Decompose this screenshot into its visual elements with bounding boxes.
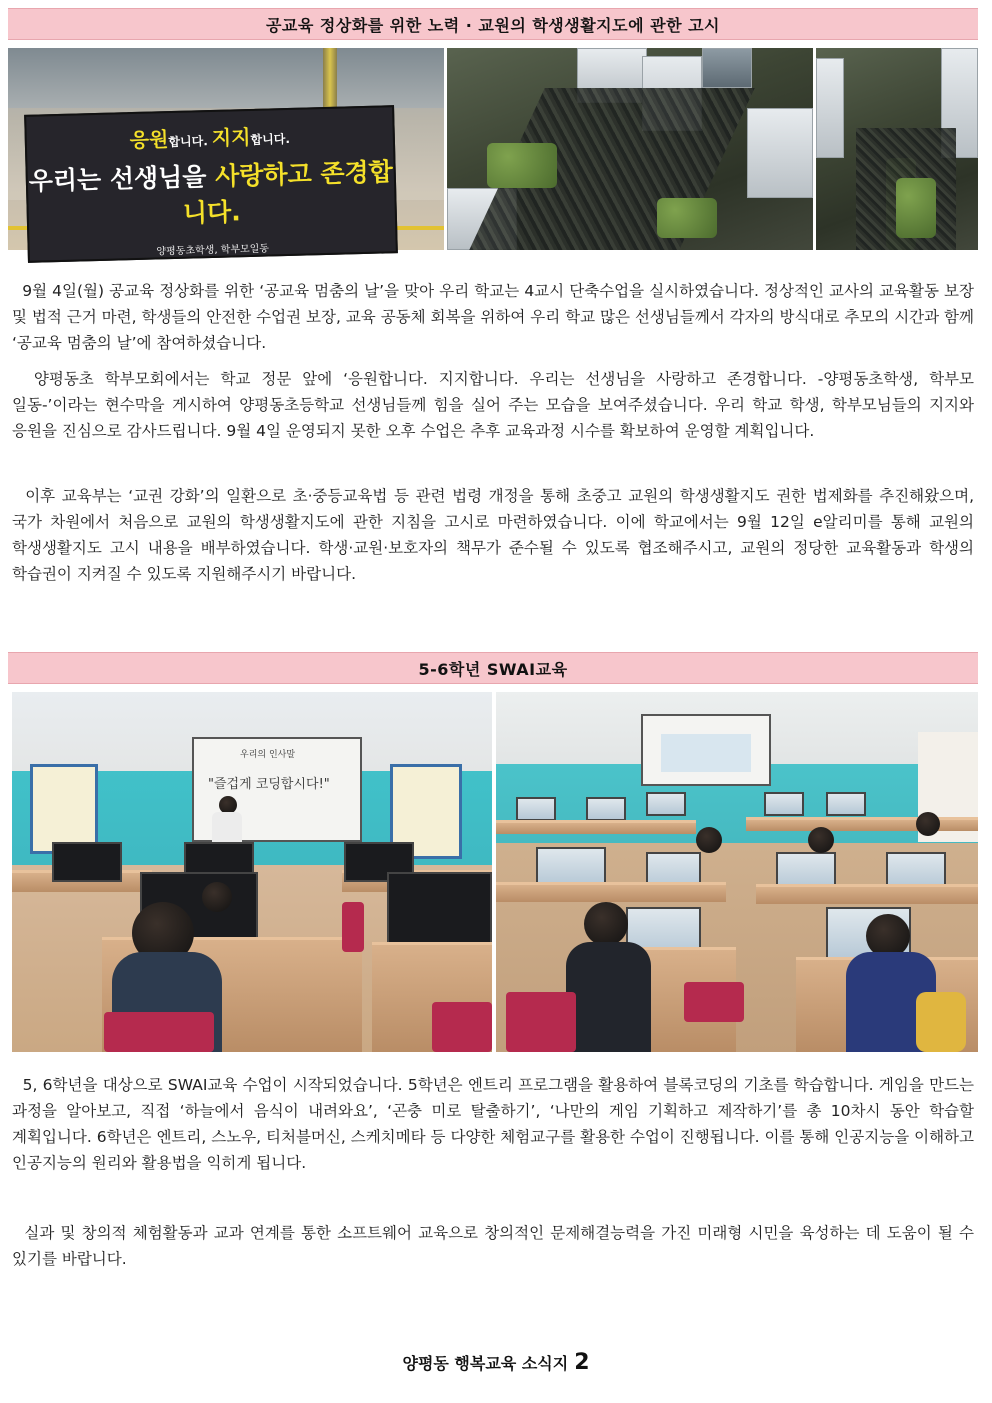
section1-paragraph-1: 9월 4일(월) 공교육 정상화를 위한 ‘공교육 멈춤의 날’을 맞아 우리 학교는 4교시 단축수업을 실시하였습니다. 정상적인 교사의 교육활동 보장 및 법적 근거 마련, 학생들의 안전한 수업권 보장, 교육 공동체 회복을 위하여 우리 학교 많은 선생님들께서 각자의 방식대로 추모의 시간과 함께 ‘공교육 멈춤의 날’에 참여하셨습니다. <box>12 282 975 352</box>
section1-paragraph-2: 양평동초 학부모회에서는 학교 정문 앞에 ‘응원합니다. 지지합니다. 우리는 선생님을 사랑하고 존경합니다. -양평동초학생, 학부모 일동-’이라는 현수막을 게시하여 양평동초등학교 선생님들께 힘을 실어 주는 모습을 보여주셨습니다. 우리 학교 학생, 학부모님들의 지지와 응원을 진심으로 감사드립니다. 9월 4일 운영되지 못한 오후 수업은 추후 교육과정 시수를 확보하여 운영할 계획입니다. <box>12 370 975 440</box>
aerial-crowd-photo <box>447 48 813 250</box>
classroom-photo-1 <box>12 692 492 1052</box>
support-banner: 응원합니다. 지지합니다. 우리는 선생님을 사랑하고 존경합니다. 양평동초학생, 학부모일동 <box>24 105 398 263</box>
classroom-photo-2 <box>496 692 978 1052</box>
footer <box>0 1350 992 1375</box>
section-title-2: 5-6학년 SWAI교육 <box>8 652 978 684</box>
projector-screen: 우리의 인사말 "즐겁게 코딩합시다!" <box>192 737 362 842</box>
page-number: 2 <box>574 1350 590 1375</box>
section2-paragraph-2: 실과 및 창의적 체험활동과 교과 연계를 통한 소프트웨어 교육으로 창의적인 문제해결능력을 가진 미래형 시민을 육성하는 데 도움이 될 수 있기를 바랍니다. <box>12 1224 974 1268</box>
aerial-crowd-photo-2 <box>816 48 978 250</box>
banner-photo <box>8 48 444 258</box>
section2-paragraph-1: 5, 6학년을 대상으로 SWAI교육 수업이 시작되었습니다. 5학년은 엔트리 프로그램을 활용하여 블록코딩의 기초를 학습합니다. 게임을 만드는 과정을 알아보고, 직접 ‘하늘에서 음식이 내려와요’, ‘곤충 미로 탈출하기’, ‘나만의 게임 기획하고 제작하기’를 총 10차시 동안 학습할 계획입니다. 6학년은 엔트리, 스노우, 티처블머신, 스케치메타 등 다양한 체험교구를 활용한 수업이 진행됩니다. 이를 통해 인공지능을 이해하고 인공지능의 원리와 활용법을 익히게 됩니다. <box>12 1076 974 1172</box>
section1-paragraph-3: 이후 교육부는 ‘교권 강화’의 일환으로 초·중등교육법 등 관련 법령 개정을 통해 초중고 교원의 학생생활지도 권한 법제화를 추진해왔으며, 국가 차원에서 처음으로 교원의 학생생활지도에 관한 지침을 고시로 마련하였습니다. 이에 학교에서는 9월 12일 e알리미를 통해 교원의 학생생활지도 고시 내용을 배부하였습니다. 학생·교원·보호자의 책무가 준수될 수 있도록 협조해주시고, 교원의 정당한 교육활동과 학생의 학습권이 지켜질 수 있도록 지원해주시기 바랍니다. <box>12 487 974 583</box>
footer-title: 양평동 행복교육 소식지 <box>402 1354 569 1373</box>
section-title-1: 공교육 정상화를 위한 노력 · 교원의 학생생활지도에 관한 고시 <box>8 8 978 40</box>
